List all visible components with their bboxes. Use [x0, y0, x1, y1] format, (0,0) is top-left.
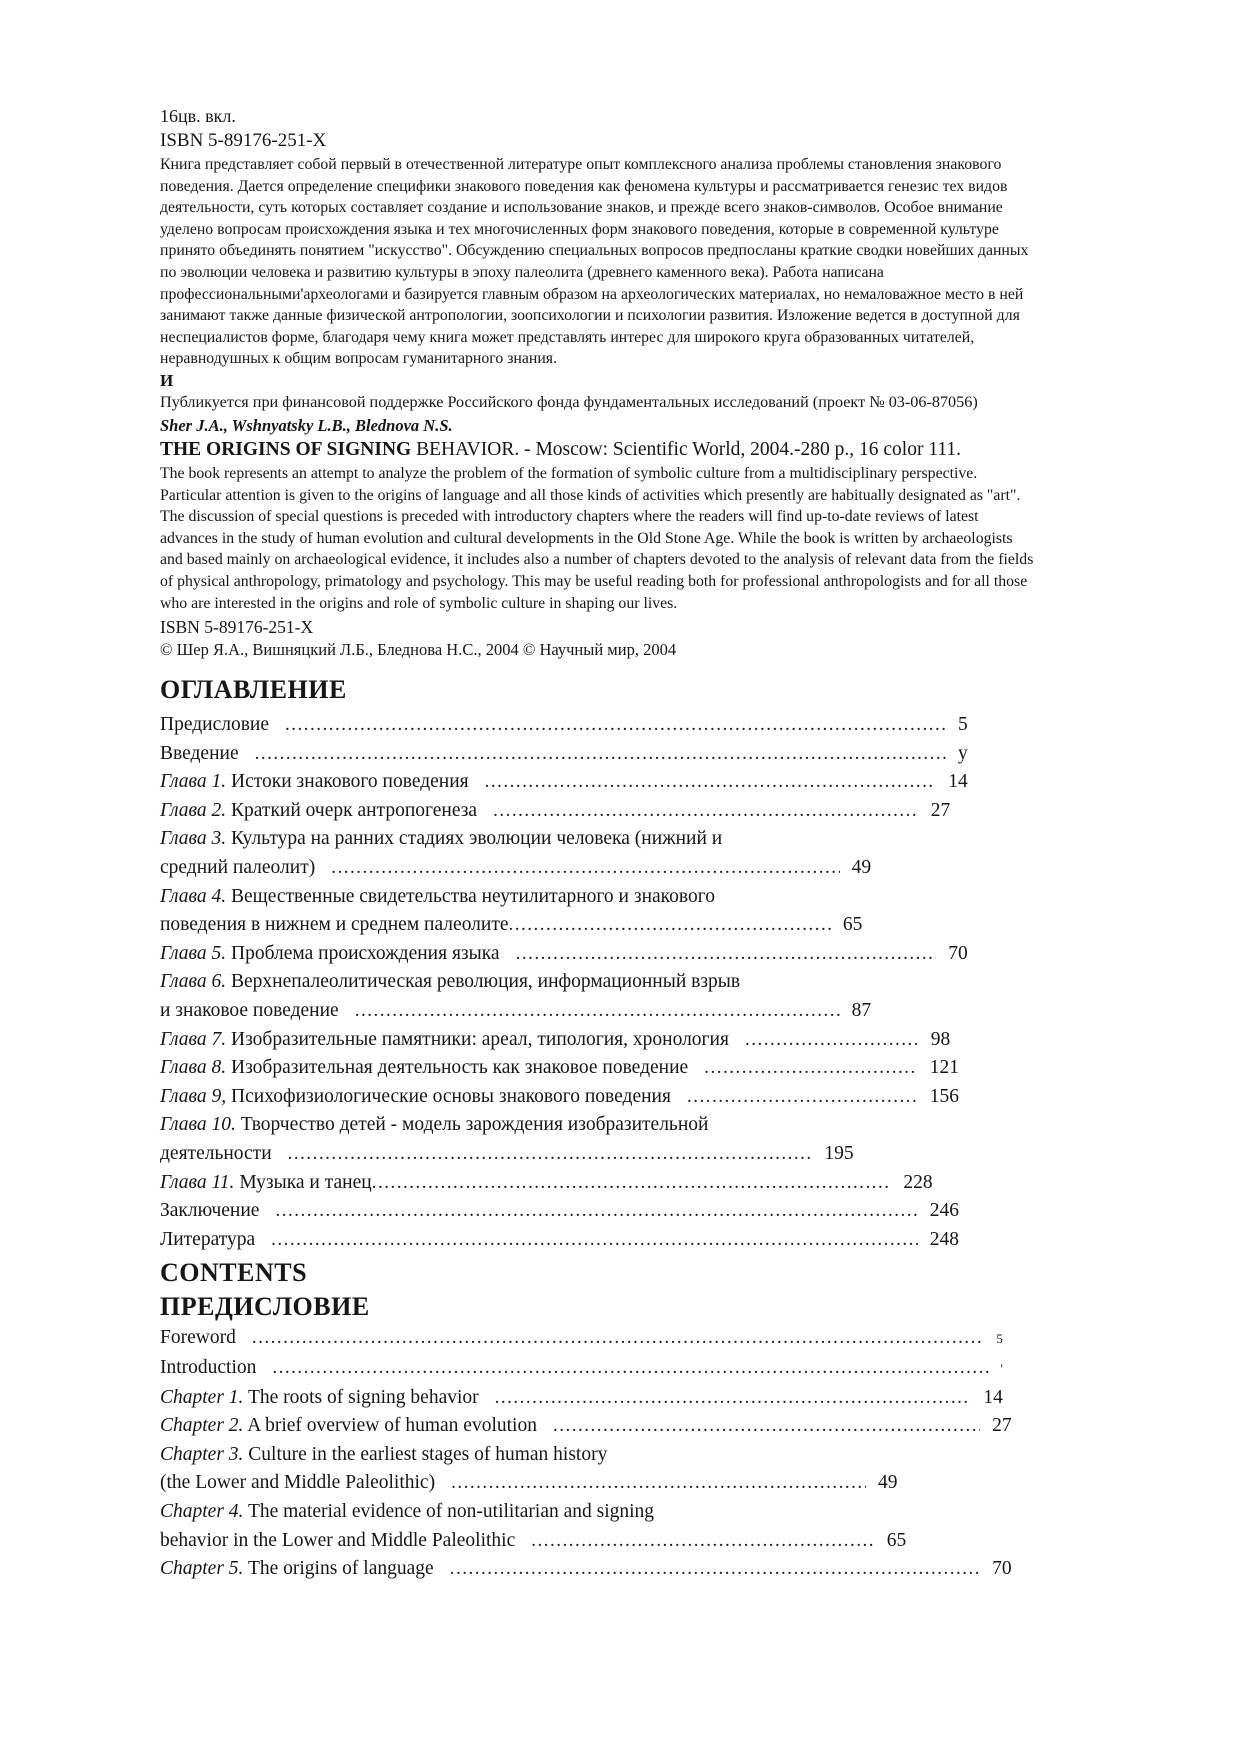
toc-entry-chapter-prefix: Глава 3. [160, 828, 227, 850]
toc-page-number: ' [1000, 1360, 1003, 1376]
toc-entry-label: Глава 6. Верхнепалеолитическая революция, информационный взрыв [160, 971, 741, 993]
toc-entry-chapter-prefix: Глава 1. [160, 771, 227, 793]
book-title-bold-part: THE ORIGINS OF SIGNING [160, 438, 412, 460]
toc-entry-chapter-prefix: Глава 2. [160, 799, 227, 821]
toc-english [160, 1324, 1038, 1583]
toc-entry-chapter-prefix: Chapter 2. [160, 1415, 244, 1437]
toc-page-number: 5 [958, 714, 968, 736]
toc-dot-leader [275, 1197, 917, 1226]
toc-entry-label: поведения в нижнем и среднем палеолите [160, 914, 509, 936]
toc-page-number: 246 [929, 1200, 959, 1222]
toc-entry [160, 1384, 1003, 1413]
contents-heading: CONTENTS [160, 1258, 308, 1288]
book-imprint-page [160, 104, 1038, 1584]
toc-dot-leader [255, 740, 946, 769]
toc-entry [160, 1354, 1003, 1384]
toc-dot-leader [516, 940, 937, 969]
stray-bold-letter: И [160, 370, 174, 390]
toc-entry [160, 997, 871, 1026]
toc-dot-leader [285, 711, 946, 740]
toc-page-number: 49 [851, 857, 872, 879]
toc-entry [160, 940, 968, 969]
toc-entry [160, 911, 862, 940]
toc-entry-label: Введение [160, 742, 239, 764]
toc-entry-label: средний палеолит) [160, 857, 316, 879]
book-title-rest-part: BEHAVIOR. - Moscow: Scientific World, 2004.-280 p., 16 color 111. [411, 438, 962, 460]
toc-entry-label: Introduction [160, 1356, 257, 1378]
toc-entry-label: Глава 9, Психофизиологические основы знакового поведения [160, 1085, 671, 1107]
toc-entry-chapter-prefix: Chapter 5. [160, 1558, 244, 1580]
toc-entry-label: Chapter 5. The origins of language [160, 1558, 434, 1580]
toc-dot-leader [704, 1054, 918, 1083]
toc-entry [160, 883, 1038, 912]
toc-dot-leader [271, 1226, 918, 1255]
toc-entry [160, 1054, 959, 1083]
toc-entry-label: behavior in the Lower and Middle Paleolithic [160, 1529, 516, 1551]
toc-dot-leader [687, 1083, 918, 1112]
toc-entry-chapter-prefix: Глава 8. [160, 1057, 227, 1079]
toc-entry [160, 797, 950, 826]
toc-dot-leader [451, 1469, 866, 1498]
toc-entry-label: и знаковое поведение [160, 1000, 339, 1022]
toc-entry-chapter-prefix: Chapter 4. [160, 1500, 244, 1522]
toc-entry-label: Глава 3. Культура на ранних стадиях эволюции человека (нижний и [160, 828, 723, 850]
toc-dot-leader [331, 854, 839, 883]
book-title-line [160, 437, 1038, 463]
toc-entry [160, 1226, 959, 1255]
edition-note: 16цв. вкл. [160, 106, 236, 126]
toc-page-number: 49 [878, 1472, 898, 1494]
toc-dot-leader [272, 1354, 988, 1383]
toc-entry [160, 711, 968, 740]
toc-heading-russian: ОГЛАВЛЕНИЕ [160, 675, 347, 705]
toc-entry [160, 825, 1038, 854]
toc-entry [160, 1169, 933, 1198]
toc-entry-label: (the Lower and Middle Paleolithic) [160, 1472, 436, 1494]
annotation-english: The book represents an attempt to analyze the problem of the formation of symbolic culture from a multidisciplinary perspective. Particular attention is given to the origins of language and all those kinds of activities which presently are habitually designated as "art". The discussion of special questions is preceded with introductory chapters where the readers will find up-to-date reviews of latest advances in the study of human evolution and cultural developments in the Old Stone Age. While the book is written by archaeologists and based mainly on archaeological evidence, it includes also a number of chapters devoted to the analysis of relevant data from the fields of physical anthropology, primatology and psychology. This may be useful reading both for professional anthropologists and for all those who are interested in the origins and role of symbolic culture in shaping our lives. [160, 464, 1034, 612]
toc-entry-chapter-prefix: Chapter 1. [160, 1386, 244, 1408]
toc-entry [160, 854, 871, 883]
toc-entry [160, 1412, 1012, 1441]
toc-entry [160, 1197, 959, 1226]
toc-entry-chapter-prefix: Глава 11. [160, 1171, 235, 1193]
toc-page-number: 27 [992, 1415, 1012, 1437]
authors-line: Sher J.A., Wshnyatsky L.B., Blednova N.S. [160, 415, 453, 435]
toc-page-number: 98 [930, 1028, 951, 1050]
toc-page-number: 195 [824, 1143, 854, 1164]
toc-page-number: 65 [886, 1529, 907, 1551]
toc-dot-leader [531, 1527, 875, 1556]
toc-entry-label: Chapter 1. The roots of signing behavior [160, 1386, 479, 1408]
toc-dot-leader [252, 1324, 985, 1353]
toc-entry-label: Chapter 3. Culture in the earliest stages of human history [160, 1443, 608, 1465]
toc-entry [160, 1324, 1003, 1354]
toc-dot-leader [355, 997, 840, 1026]
toc-entry-label: Chapter 2. A brief overview of human evolution [160, 1415, 537, 1437]
toc-page-number: 70 [948, 942, 968, 964]
toc-entry [160, 1527, 906, 1556]
toc-entry-label: Глава 1. Истоки знакового поведения [160, 771, 469, 793]
toc-entry-label: Литература [160, 1228, 256, 1250]
toc-entry [160, 1111, 1038, 1140]
toc-page-number: 228 [903, 1171, 933, 1193]
toc-entry [160, 768, 968, 797]
toc-page-number: 70 [992, 1558, 1012, 1580]
toc-page-number: 121 [929, 1057, 959, 1079]
toc-entry-label: Глава 4. Вещественные свидетельства неутилитарного и знакового [160, 885, 715, 907]
toc-dot-leader [745, 1026, 919, 1055]
copyright-line: © Шер Я.А., Вишняцкий Л.Б., Бледнова Н.С., 2004 © Научный мир, 2004 [160, 640, 677, 660]
toc-page-number: 27 [930, 799, 951, 821]
toc-entry-chapter-prefix: Глава 7. [160, 1028, 227, 1050]
isbn-bottom: ISBN 5-89176-251-X [160, 617, 314, 638]
toc-page-number: 14 [948, 771, 968, 793]
toc-dot-leader [495, 1384, 972, 1413]
toc-entry [160, 1555, 1012, 1584]
toc-dot-leader [553, 1412, 980, 1441]
toc-entry [160, 1140, 854, 1169]
toc-page-number: у [958, 742, 968, 764]
toc-entry-label: деятельности [160, 1143, 272, 1164]
toc-entry [160, 740, 968, 769]
toc-entry-label: Глава 8. Изобразительная деятельность как знаковое поведение [160, 1057, 689, 1079]
toc-entry-chapter-prefix: Глава 9, [160, 1085, 227, 1107]
toc-page-number: 65 [842, 914, 863, 936]
toc-entry-chapter-prefix: Глава 5. [160, 942, 227, 964]
toc-page-number: 5 [996, 1331, 1003, 1347]
toc-entry-chapter-prefix: Chapter 3. [160, 1443, 244, 1465]
toc-dot-leader [485, 768, 937, 797]
toc-entry-label: Foreword [160, 1327, 236, 1349]
toc-entry [160, 1083, 959, 1112]
isbn-top: ISBN 5-89176-251-X [160, 130, 327, 151]
predislovie-heading: ПРЕДИСЛОВИЕ [160, 1292, 370, 1322]
toc-entry [160, 1441, 1038, 1470]
toc-entry-chapter-prefix: Глава 4. [160, 885, 227, 907]
toc-page-number: 156 [929, 1085, 959, 1107]
toc-dot-leader [288, 1140, 813, 1169]
toc-entry-chapter-prefix: Глава 10. [160, 1114, 236, 1136]
toc-dot-leader [509, 911, 831, 940]
toc-entry [160, 1498, 1038, 1527]
toc-dot-leader [493, 797, 919, 826]
toc-entry-label: Заключение [160, 1200, 260, 1222]
toc-dot-leader [372, 1169, 892, 1198]
toc-page-number: 248 [929, 1228, 959, 1250]
toc-entry-label: Chapter 4. The material evidence of non-utilitarian and signing [160, 1500, 655, 1522]
toc-entry-chapter-prefix: Глава 6. [160, 971, 227, 993]
funding-note: Публикуется при финансовой поддержке Российского фонда фундаментальных исследований (проект № 03-06-87056) [160, 392, 978, 411]
toc-entry-label: Глава 5. Проблема происхождения языка [160, 942, 500, 964]
toc-entry-label: Глава 10. Творчество детей - модель зарождения изобразительной [160, 1114, 709, 1136]
toc-page-number: 14 [983, 1386, 1003, 1408]
toc-entry [160, 968, 1038, 997]
toc-russian [160, 711, 1038, 1254]
toc-entry [160, 1026, 950, 1055]
toc-entry-label: Предисловие [160, 714, 270, 736]
toc-entry-label: Глава 2. Краткий очерк антропогенеза [160, 799, 478, 821]
toc-dot-leader [450, 1555, 980, 1584]
toc-entry-label: Глава 7. Изобразительные памятники: ареал, типология, хронология [160, 1028, 729, 1050]
annotation-russian: Книга представляет собой первый в отечественной литературе опыт комплексного анализа проблемы становления знакового поведения. Дается определение специфики знакового поведения как феномена культуры и рассматривается генезис тех видов деятельности, суть которых составляет создание и использование знаков, и прежде всего знаков-символов. Особое внимание уделено вопросам происхождения языка и тех многочисленных форм знакового поведения, которые в современной культуре принято объединять понятием "искусство". Обсуждению специальных вопросов предпосланы краткие сводки новейших данных по эволюции человека и развитию культуры в эпоху палеолита (древнего каменного века). Работа написана профессиональными'археологами и базируется главным образом на археологических материалах, но немаловажное место в ней занимают также данные физической антропологии, зоопсихологии и психологии развития. Изложение ведется в доступной для неспециалистов форме, благодаря чему книга может представлять интерес для широкого круга образованных читателей, неравнодушных к общим вопросам гуманитарного знания. [160, 156, 1029, 368]
toc-entry-label: Глава 11. Музыка и танец [160, 1171, 372, 1193]
toc-entry [160, 1469, 898, 1498]
toc-page-number: 87 [851, 1000, 872, 1022]
